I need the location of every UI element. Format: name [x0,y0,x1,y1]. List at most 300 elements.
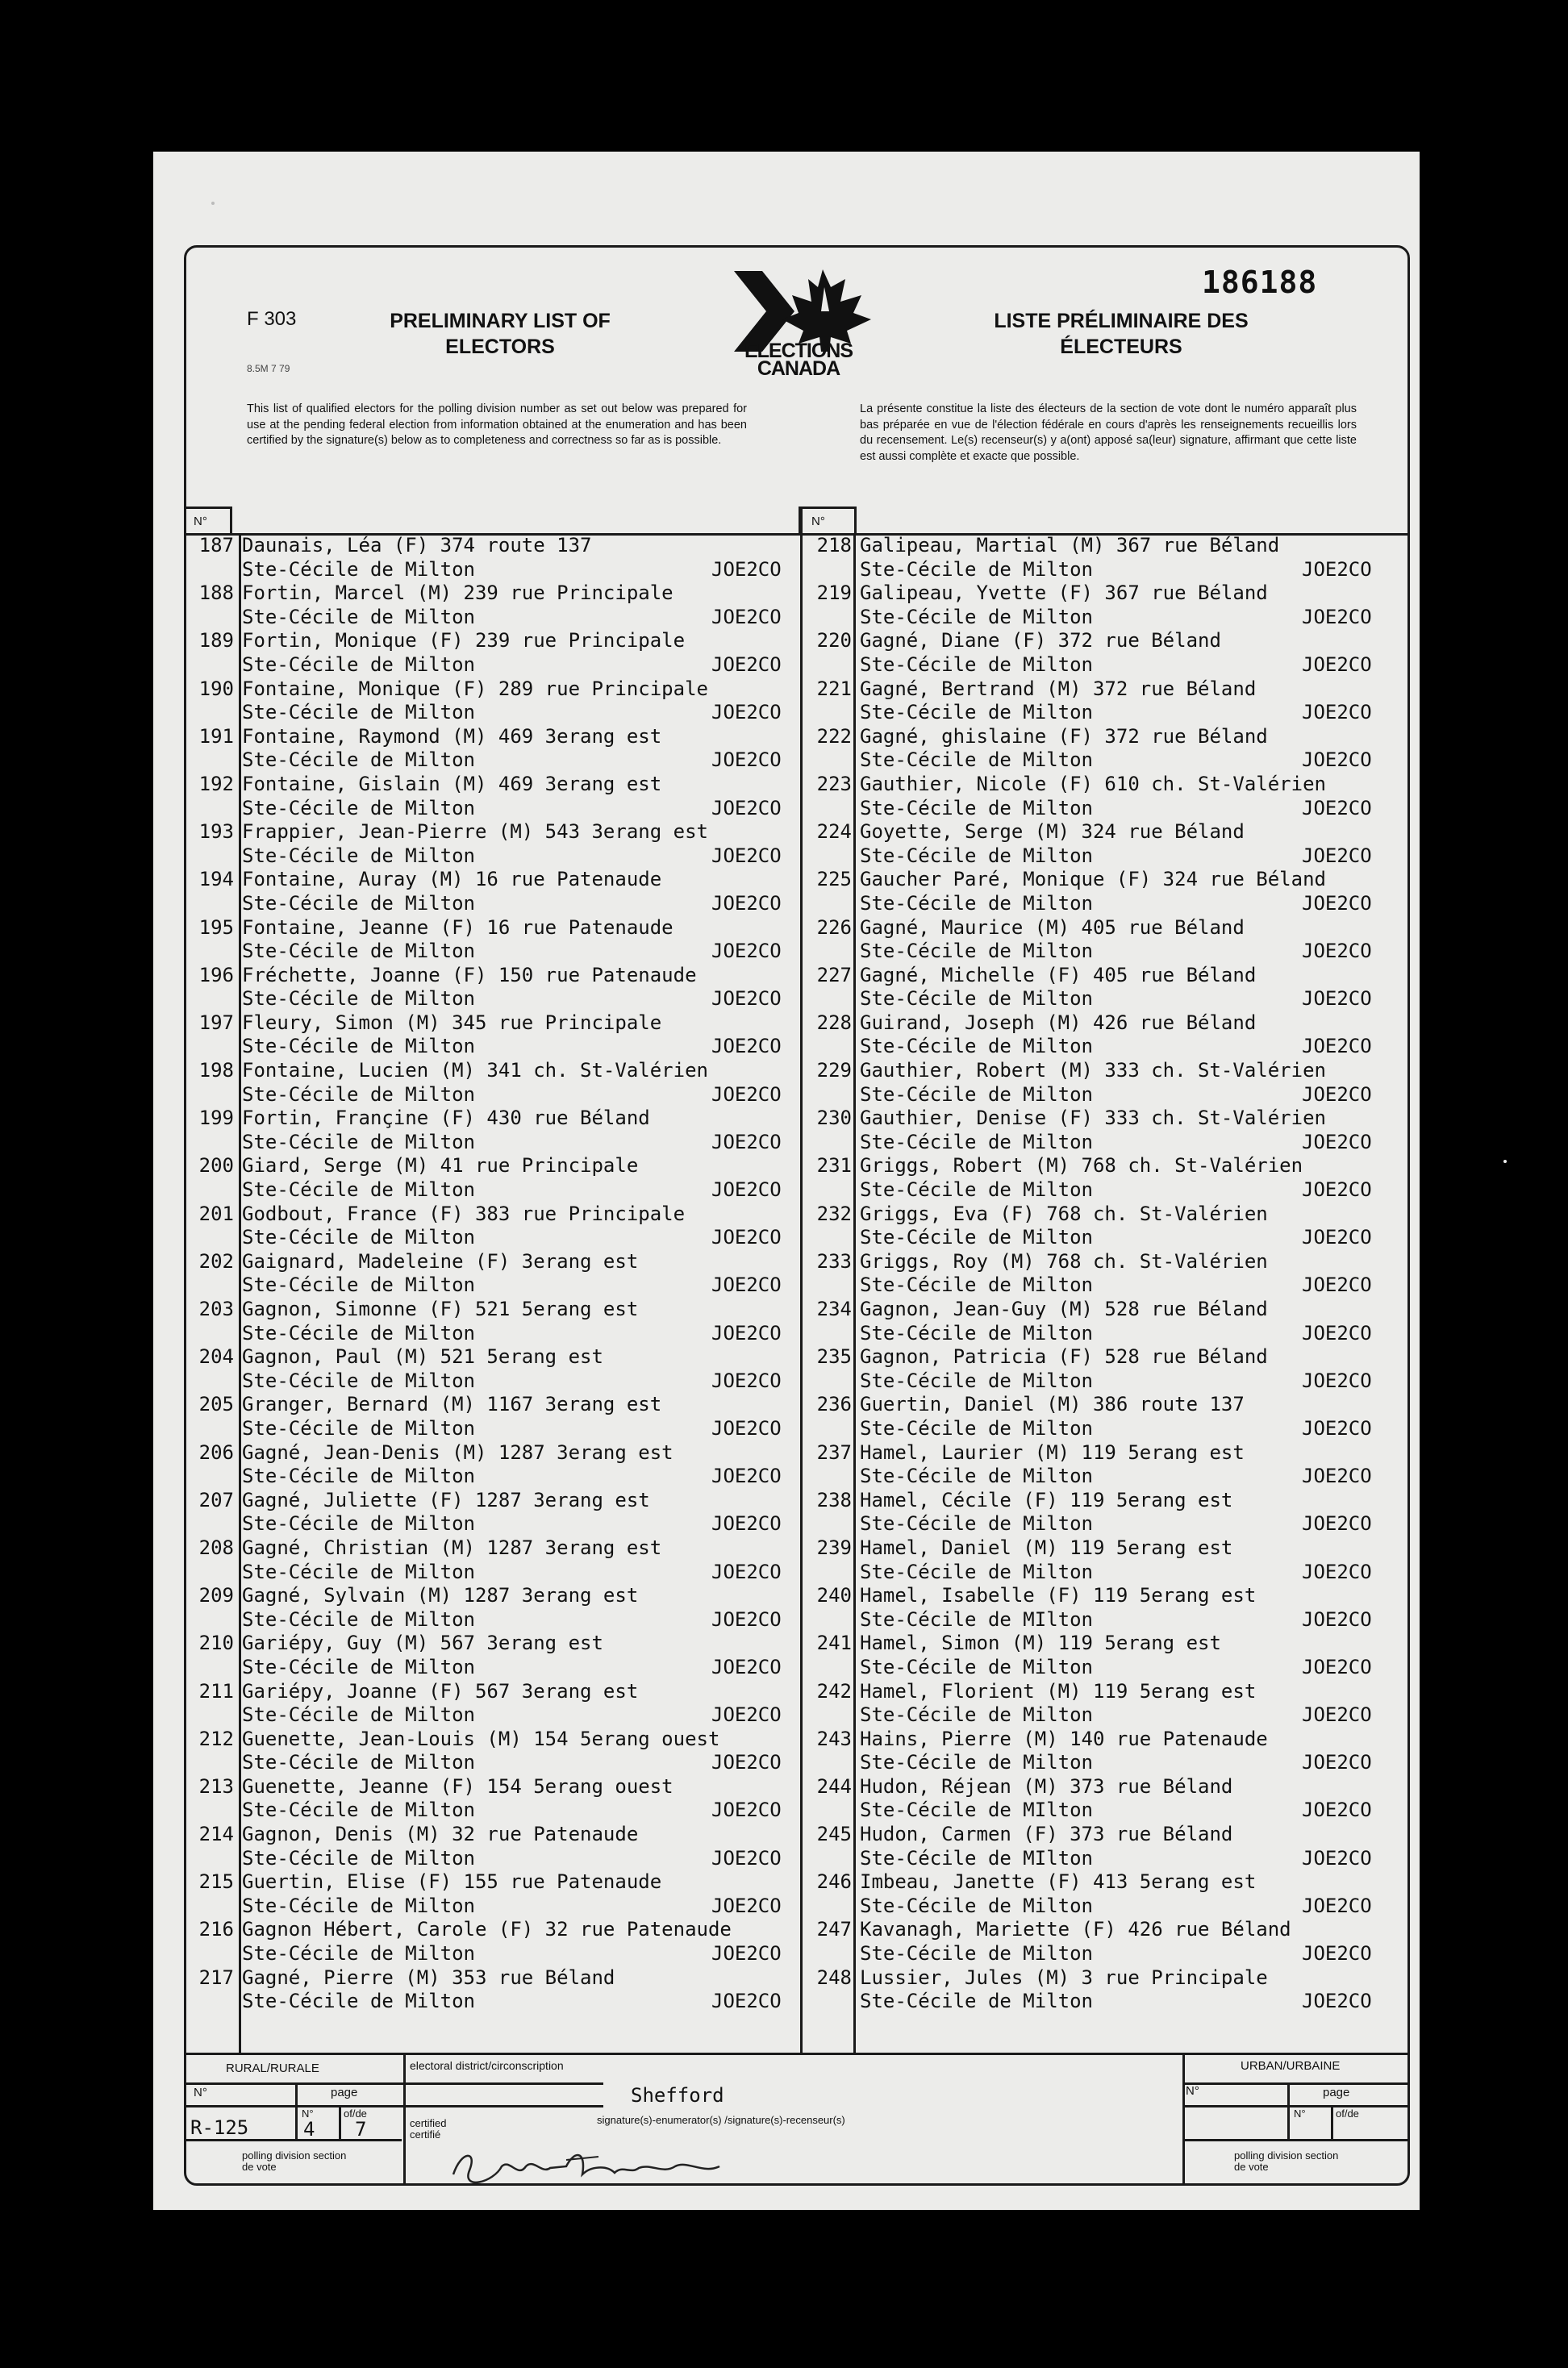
elector-entry [807,582,1387,629]
entry-number: 222 [816,724,852,748]
entry-name-address: Guirand, Joseph (M) 426 rue Béland [860,1011,1257,1034]
entry-town: Ste-Cécile de MIlton [860,1846,1093,1870]
entry-number: 209 [198,1584,234,1607]
elector-entry [807,1250,1387,1298]
entry-number: 191 [198,724,234,748]
elector-entry [189,964,802,1011]
entry-town: Ste-Cécile de Milton [860,1226,1093,1249]
entry-postal-code: JOE2CO [1302,987,1372,1011]
elector-entry [807,1203,1387,1250]
table-bottom-rule [184,2053,1410,2055]
entry-postal-code: JOE2CO [1302,1607,1372,1631]
entry-number: 197 [198,1011,234,1034]
entry-postal-code: JOE2CO [1302,1512,1372,1536]
entry-postal-code: JOE2CO [711,748,782,772]
elector-entry [189,1345,802,1393]
entry-town: Ste-Cécile de Milton [242,1416,475,1440]
entry-number: 231 [816,1154,852,1178]
elector-entry [189,820,802,868]
elector-entry [189,1489,802,1536]
entry-postal-code: JOE2CO [711,1416,782,1440]
speck [211,202,215,205]
entry-town: Ste-Cécile de Milton [860,796,1093,819]
entry-name-address: Gagnon, Denis (M) 32 rue Patenaude [242,1823,639,1846]
entry-town: Ste-Cécile de Milton [242,987,475,1011]
entry-town: Ste-Cécile de Milton [242,652,475,676]
entry-number: 207 [198,1488,234,1511]
entry-postal-code: JOE2CO [1302,1321,1372,1345]
elector-entry [189,1154,802,1202]
elector-entry [189,1918,802,1966]
entry-number: 212 [198,1727,234,1750]
urban-label: URBAN/URBAINE [1241,2059,1341,2073]
entry-town: Ste-Cécile de Milton [860,891,1093,915]
entry-name-address: Gagné, Bertrand (M) 372 rue Béland [860,677,1257,700]
footer-rule-2 [184,2105,603,2107]
entry-town: Ste-Cécile de Milton [242,1369,475,1392]
entry-number: 199 [198,1107,234,1130]
entry-name-address: Hudon, Carmen (F) 373 rue Béland [860,1823,1233,1846]
entry-town: Ste-Cécile de Milton [242,1226,475,1249]
entry-town: Ste-Cécile de Milton [242,557,475,581]
elector-entry [189,1107,802,1154]
entry-name-address: Fontaine, Monique (F) 289 rue Principale [242,677,708,700]
entry-postal-code: JOE2CO [1302,1942,1372,1966]
entry-name-address: Gauthier, Nicole (F) 610 ch. St-Valérien [860,772,1326,795]
entry-number: 221 [816,677,852,700]
elector-entry [189,629,802,677]
entry-town: Ste-Cécile de Milton [242,1035,475,1058]
entry-number: 193 [198,820,234,844]
entry-name-address: Gagné, Jean-Denis (M) 1287 3erang est [242,1440,673,1464]
entry-postal-code: JOE2CO [1302,1799,1372,1822]
elector-entry [189,1870,802,1918]
rural-page-label: page [331,2086,358,2099]
entry-number: 188 [198,582,234,605]
entry-town: Ste-Cécile de Milton [242,1321,475,1345]
entry-town: Ste-Cécile de Milton [242,701,475,724]
entry-town: Ste-Cécile de Milton [860,557,1093,581]
entry-postal-code: JOE2CO [711,1990,782,2013]
footer-divider-5 [1287,2082,1290,2141]
form-number: F 303 [247,308,297,330]
entry-town: Ste-Cécile de Milton [242,1846,475,1870]
elector-entry [189,1775,802,1823]
entry-name-address: Griggs, Roy (M) 768 ch. St-Valérien [860,1249,1268,1273]
rural-label: RURAL/RURALE [226,2062,319,2075]
entry-number: 239 [816,1536,852,1559]
polling-division-label-right: polling division section de vote [1234,2149,1339,2173]
entry-town: Ste-Cécile de Milton [242,748,475,772]
entry-town: Ste-Cécile de Milton [242,1655,475,1678]
entry-number: 234 [816,1298,852,1320]
entry-number: 194 [198,868,234,891]
footer-divider-3 [295,2082,298,2141]
entry-postal-code: JOE2CO [1302,1703,1372,1727]
elector-entry [189,1536,802,1584]
entry-town: Ste-Cécile de Milton [860,652,1093,676]
entry-number: 235 [816,1345,852,1369]
elector-entry [189,1250,802,1298]
entry-name-address: Granger, Bernard (M) 1167 3erang est [242,1393,662,1416]
entry-postal-code: JOE2CO [711,1607,782,1631]
entry-town: Ste-Cécile de Milton [860,701,1093,724]
urban-of-label: of/de [1336,2107,1359,2120]
entry-postal-code: JOE2CO [1302,1369,1372,1392]
entry-number: 204 [198,1345,234,1369]
entry-name-address: Lussier, Jules (M) 3 rue Principale [860,1966,1268,1989]
entry-postal-code: JOE2CO [711,557,782,581]
entry-number: 195 [198,915,234,939]
elector-entry [807,1680,1387,1728]
entry-postal-code: JOE2CO [711,1465,782,1488]
entry-number: 220 [816,629,852,652]
entry-name-address: Gagnon, Simonne (F) 521 5erang est [242,1298,639,1320]
entry-name-address: Hamel, Laurier (M) 119 5erang est [860,1440,1245,1464]
elector-entry [807,1918,1387,1966]
entry-postal-code: JOE2CO [1302,652,1372,676]
entry-postal-code: JOE2CO [1302,1751,1372,1774]
entry-name-address: Fréchette, Joanne (F) 150 rue Patenaude [242,963,697,986]
entry-name-address: Gagné, Diane (F) 372 rue Béland [860,629,1221,652]
elector-entry [189,1680,802,1728]
entry-number: 228 [816,1011,852,1034]
entry-number: 218 [816,534,852,557]
entry-postal-code: JOE2CO [711,1942,782,1966]
entry-name-address: Fontaine, Jeanne (F) 16 rue Patenaude [242,915,673,939]
no-label-right: N° [811,515,825,528]
entry-postal-code: JOE2CO [1302,796,1372,819]
entry-postal-code: JOE2CO [711,1274,782,1297]
entry-town: Ste-Cécile de Milton [242,1560,475,1583]
entry-number: 214 [198,1823,234,1846]
elector-entry [807,725,1387,773]
entry-number: 232 [816,1202,852,1225]
entry-name-address: Daunais, Léa (F) 374 route 137 [242,534,592,557]
entry-postal-code: JOE2CO [1302,701,1372,724]
elector-entry [189,534,802,582]
entry-name-address: Fortin, Françine (F) 430 rue Béland [242,1107,650,1130]
elector-entry [807,1011,1387,1059]
entry-town: Ste-Cécile de Milton [242,1082,475,1106]
elector-entry [189,773,802,820]
entry-number: 248 [816,1966,852,1989]
elector-entry [189,582,802,629]
entry-postal-code: JOE2CO [1302,1990,1372,2013]
entry-postal-code: JOE2CO [711,1703,782,1727]
elector-entry [189,868,802,915]
entry-number: 208 [198,1536,234,1559]
entry-postal-code: JOE2CO [1302,1082,1372,1106]
enumerator-signature [445,2142,752,2191]
entry-town: Ste-Cécile de Milton [860,1274,1093,1297]
entry-number: 213 [198,1774,234,1798]
entry-number: 203 [198,1298,234,1320]
footer-rule-4 [1184,2082,1410,2085]
elector-entry [189,1298,802,1345]
elector-entry [189,725,802,773]
entry-town: Ste-Cécile de Milton [860,1894,1093,1917]
entry-number: 240 [816,1584,852,1607]
entry-name-address: Fontaine, Gislain (M) 469 3erang est [242,772,662,795]
entry-postal-code: JOE2CO [1302,891,1372,915]
elector-entry [807,820,1387,868]
entry-postal-code: JOE2CO [711,1082,782,1106]
entry-postal-code: JOE2CO [711,1321,782,1345]
elector-entry [807,1154,1387,1202]
entry-town: Ste-Cécile de Milton [860,1178,1093,1202]
elector-entry [189,1059,802,1107]
form-code: 8.5M 7 79 [247,363,290,374]
elector-entry [807,1584,1387,1632]
elector-entry [189,1632,802,1679]
entry-name-address: Guertin, Elise (F) 155 rue Patenaude [242,1870,662,1894]
elector-entry [807,1536,1387,1584]
entry-postal-code: JOE2CO [711,1035,782,1058]
entry-town: Ste-Cécile de Milton [860,987,1093,1011]
entry-postal-code: JOE2CO [711,940,782,963]
entry-name-address: Gagné, Michelle (F) 405 rue Béland [860,963,1257,986]
serial-number: 186188 [1202,265,1318,300]
elector-entry [807,1966,1387,2014]
elector-entry [189,1728,802,1775]
entry-number: 229 [816,1059,852,1082]
entry-name-address: Hamel, Simon (M) 119 5erang est [860,1632,1221,1655]
elector-entry [807,1345,1387,1393]
entry-town: Ste-Cécile de Milton [860,1751,1093,1774]
entry-town: Ste-Cécile de Milton [860,940,1093,963]
entry-town: Ste-Cécile de Milton [242,1465,475,1488]
elector-entry [807,1441,1387,1489]
elector-entry [807,1489,1387,1536]
elector-entry [807,1823,1387,1870]
right-elector-list [807,534,1387,2014]
entry-town: Ste-Cécile de Milton [242,1799,475,1822]
entry-town: Ste-Cécile de Milton [860,1082,1093,1106]
entry-number: 192 [198,772,234,795]
entry-number: 202 [198,1249,234,1273]
elector-entry [807,1775,1387,1823]
entry-town: Ste-Cécile de Milton [242,796,475,819]
entry-number: 219 [816,582,852,605]
entry-town: Ste-Cécile de Milton [242,891,475,915]
entry-postal-code: JOE2CO [711,605,782,628]
entry-name-address: Gaignard, Madeleine (F) 3erang est [242,1249,639,1273]
entry-postal-code: JOE2CO [1302,748,1372,772]
footer-rule-6 [1184,2139,1410,2141]
entry-postal-code: JOE2CO [711,891,782,915]
electoral-district-value: Shefford [631,2084,724,2107]
footer-divider-4 [339,2105,341,2141]
elector-entry [807,1393,1387,1440]
logo-text: ELECTIONS CANADA [744,340,853,380]
entry-number: 230 [816,1107,852,1130]
entry-number: 223 [816,772,852,795]
entry-name-address: Hamel, Daniel (M) 119 5erang est [860,1536,1233,1559]
entry-town: Ste-Cécile de Milton [242,940,475,963]
entry-postal-code: JOE2CO [1302,1035,1372,1058]
elector-entry [189,1441,802,1489]
entry-town: Ste-Cécile de Milton [860,1655,1093,1678]
entry-number: 238 [816,1488,852,1511]
entry-name-address: Fortin, Monique (F) 239 rue Principale [242,629,686,652]
entry-town: Ste-Cécile de Milton [242,1990,475,2013]
elector-entry [189,1011,802,1059]
entry-number: 226 [816,915,852,939]
entry-town: Ste-Cécile de Milton [860,1369,1093,1392]
entry-name-address: Gagnon, Jean-Guy (M) 528 rue Béland [860,1298,1268,1320]
entry-name-address: Hamel, Cécile (F) 119 5erang est [860,1488,1233,1511]
no-header-box-left [184,507,232,536]
footer-divider-1 [403,2053,406,2186]
entry-postal-code: JOE2CO [1302,605,1372,628]
entry-name-address: Gaucher Paré, Monique (F) 324 rue Béland [860,868,1326,891]
elector-entry [807,1059,1387,1107]
entry-postal-code: JOE2CO [711,1655,782,1678]
entry-number: 206 [198,1440,234,1464]
entry-town: Ste-Cécile de Milton [242,1751,475,1774]
entry-name-address: Gagné, ghislaine (F) 372 rue Béland [860,724,1268,748]
entry-postal-code: JOE2CO [1302,1465,1372,1488]
entry-town: Ste-Cécile de MIlton [860,1799,1093,1822]
entry-name-address: Griggs, Robert (M) 768 ch. St-Valérien [860,1154,1303,1178]
entry-postal-code: JOE2CO [1302,1655,1372,1678]
entry-name-address: Frappier, Jean-Pierre (M) 543 3erang est [242,820,708,844]
entry-name-address: Gagnon, Paul (M) 521 5erang est [242,1345,603,1369]
elector-entry [807,1298,1387,1345]
entry-number: 217 [198,1966,234,1989]
entry-number: 237 [816,1440,852,1464]
entry-postal-code: JOE2CO [1302,1416,1372,1440]
entry-postal-code: JOE2CO [1302,1846,1372,1870]
entry-number: 210 [198,1632,234,1655]
rural-no-label: N° [194,2086,207,2099]
entry-name-address: Galipeau, Martial (M) 367 rue Béland [860,534,1280,557]
entry-name-address: Gauthier, Robert (M) 333 ch. St-Valérien [860,1059,1326,1082]
entry-postal-code: JOE2CO [711,1894,782,1917]
entry-postal-code: JOE2CO [1302,940,1372,963]
entry-postal-code: JOE2CO [1302,1274,1372,1297]
entry-number: 190 [198,677,234,700]
entry-name-address: Hudon, Réjean (M) 373 rue Béland [860,1774,1233,1798]
entry-number: 224 [816,820,852,844]
entry-name-address: Hamel, Florient (M) 119 5erang est [860,1679,1257,1703]
entry-town: Ste-Cécile de Milton [860,1703,1093,1727]
entry-town: Ste-Cécile de Milton [242,1942,475,1966]
entry-postal-code: JOE2CO [711,1799,782,1822]
entry-name-address: Gagné, Sylvain (M) 1287 3erang est [242,1584,639,1607]
entry-number: 233 [816,1249,852,1273]
entry-number: 189 [198,629,234,652]
rural-of-label: of/de [344,2107,367,2120]
elector-entry [189,1966,802,2014]
elector-entry [189,1823,802,1870]
elector-entry [807,629,1387,677]
entry-number: 236 [816,1393,852,1416]
entry-number: 242 [816,1679,852,1703]
entry-number: 216 [198,1918,234,1941]
page-total: 7 [355,2118,367,2141]
entry-town: Ste-Cécile de Milton [242,1178,475,1202]
entry-name-address: Fortin, Marcel (M) 239 rue Principale [242,582,673,605]
entry-town: Ste-Cécile de MIlton [860,1607,1093,1631]
entry-name-address: Fontaine, Lucien (M) 341 ch. St-Valérien [242,1059,708,1082]
speck [1503,1160,1507,1163]
entry-name-address: Fontaine, Auray (M) 16 rue Patenaude [242,868,662,891]
entry-name-address: Gagné, Juliette (F) 1287 3erang est [242,1488,650,1511]
entry-town: Ste-Cécile de Milton [860,1035,1093,1058]
entry-postal-code: JOE2CO [711,1560,782,1583]
footer-rule-1 [184,2082,603,2085]
entry-postal-code: JOE2CO [1302,557,1372,581]
elector-entry [807,1107,1387,1154]
entry-name-address: Guenette, Jeanne (F) 154 5erang ouest [242,1774,673,1798]
title-english: PRELIMINARY LIST OF ELECTORS [390,310,611,358]
entry-name-address: Gagné, Pierre (M) 353 rue Béland [242,1966,615,1989]
elector-entry [189,916,802,964]
entry-number: 247 [816,1918,852,1941]
polling-division-number: R-125 [190,2116,249,2139]
entry-name-address: Gagné, Maurice (M) 405 rue Béland [860,915,1245,939]
entry-postal-code: JOE2CO [1302,1894,1372,1917]
electoral-district-label: electoral district/circonscription [410,2059,564,2072]
entry-town: Ste-Cécile de Milton [860,1990,1093,2013]
entry-postal-code: JOE2CO [711,1369,782,1392]
entry-postal-code: JOE2CO [711,796,782,819]
entry-number: 200 [198,1154,234,1178]
entry-name-address: Giard, Serge (M) 41 rue Principale [242,1154,639,1178]
elector-entry [807,1728,1387,1775]
notice-english: This list of qualified electors for the polling division number as set out below was prepared for use at the pending federal election from information obtained at the enumeration and has been certified by the signature(s) below as to completeness and correctness so far as is possible. [247,402,747,447]
rural-page-no-label: N° [302,2107,314,2120]
entry-town: Ste-Cécile de Milton [242,605,475,628]
elector-entry [807,1632,1387,1679]
entry-number: 225 [816,868,852,891]
entry-name-address: Griggs, Eva (F) 768 ch. St-Valérien [860,1202,1268,1225]
entry-postal-code: JOE2CO [711,652,782,676]
entry-number: 187 [198,534,234,557]
entry-name-address: Hamel, Isabelle (F) 119 5erang est [860,1584,1257,1607]
elector-entry [807,964,1387,1011]
entry-town: Ste-Cécile de Milton [860,1465,1093,1488]
entry-name-address: Gariépy, Joanne (F) 567 3erang est [242,1679,639,1703]
entry-postal-code: JOE2CO [1302,1178,1372,1202]
elector-entry [189,1203,802,1250]
elector-entry [807,534,1387,582]
entry-town: Ste-Cécile de Milton [242,1607,475,1631]
entry-town: Ste-Cécile de Milton [860,1560,1093,1583]
page-number: 4 [303,2118,315,2141]
entry-name-address: Galipeau, Yvette (F) 367 rue Béland [860,582,1268,605]
no-label-left: N° [194,515,207,528]
certified-label: certified certifié [410,2117,447,2141]
entry-postal-code: JOE2CO [1302,1560,1372,1583]
entry-number: 201 [198,1202,234,1225]
elector-entry [189,677,802,725]
entry-name-address: Gagné, Christian (M) 1287 3erang est [242,1536,662,1559]
notice-french: La présente constitue la liste des électeurs de la section de vote dont le numéro apparaît plus bas préparée en vue de l'élection fédérale en cours d'après les renseignements recueillis lors du recensement. Le(s) recenseur(s) y a(ont) apposé sa(leur) signature, affirmant que cette liste est aussi complète et exacte que possible. [860,402,1357,463]
no-header-box-right [799,507,857,536]
entry-name-address: Fleury, Simon (M) 345 rue Principale [242,1011,662,1034]
footer-divider-6 [1331,2105,1333,2141]
entry-town: Ste-Cécile de Milton [242,1703,475,1727]
urban-page-label: page [1323,2086,1350,2099]
entry-name-address: Imbeau, Janette (F) 413 5erang est [860,1870,1257,1894]
entry-name-address: Gauthier, Denise (F) 333 ch. St-Valérien [860,1107,1326,1130]
title-french: LISTE PRÉLIMINAIRE DES ÉLECTEURS [994,310,1249,358]
entry-name-address: Fontaine, Raymond (M) 469 3erang est [242,724,662,748]
entry-postal-code: JOE2CO [711,1846,782,1870]
